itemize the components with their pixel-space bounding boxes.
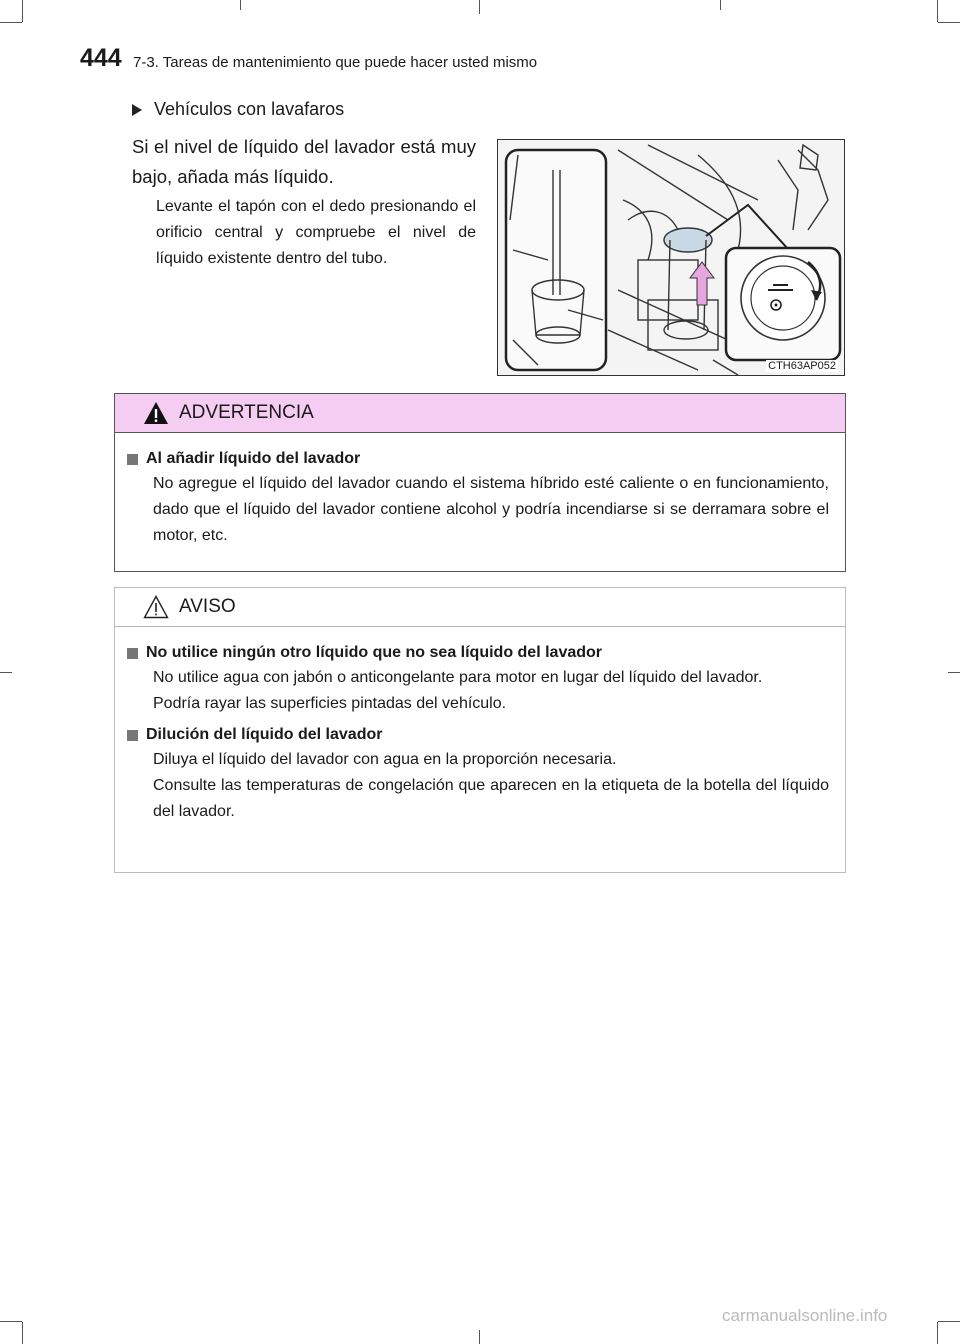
section-header: 7-3. Tareas de mantenimiento que puede hacer usted mismo (133, 54, 538, 71)
caution-body (115, 627, 845, 845)
warning-title: ADVERTENCIA (179, 402, 314, 423)
caution-item-heading-text: No utilice ningún otro líquido que no sea líquido del lavador (146, 644, 603, 661)
figure-code: CTH63AP052 (768, 360, 836, 372)
crop-mark (937, 0, 938, 22)
washer-reservoir-illustration (497, 139, 845, 376)
warning-item-heading-text: Al añadir líquido del lavador (146, 450, 361, 467)
caution-title: AVISO (179, 596, 236, 617)
warning-triangle-icon (143, 401, 169, 425)
detail-paragraph: Levante el tapón con el dedo presionando el orificio central y compruebe el nivel de líquido existente dentro del tubo. (156, 198, 476, 267)
caution-item-heading-text: Dilución del líquido del lavador (146, 726, 383, 743)
intro-paragraph: Si el nivel de líquido del lavador está muy bajo, añada más líquido. (132, 136, 476, 187)
warning-item-heading (127, 447, 829, 471)
square-bullet-icon (127, 454, 138, 465)
section-title-text: Vehículos con lavafaros (154, 99, 345, 119)
engine-bay-drawing (498, 140, 844, 375)
crop-mark (0, 22, 22, 23)
crop-mark (0, 672, 12, 673)
crop-mark (937, 1322, 938, 1344)
square-bullet-icon (127, 648, 138, 659)
caution-item-text: Diluya el líquido del lavador con agua en la proporción necesaria. Consulte las temperaturas de congelación que aparecen en la etiqueta de la botella del líquido del lavador. (153, 751, 829, 820)
warning-box (114, 393, 846, 572)
caution-box (114, 587, 846, 873)
section-title (132, 99, 344, 120)
caution-item-heading (127, 723, 829, 747)
caution-triangle-icon (143, 595, 169, 619)
caution-item-text: No utilice agua con jabón o anticongelante para motor en lugar del líquido del lavador. Podría rayar las superficies pintadas del vehículo. (153, 669, 763, 712)
caution-item-heading (127, 641, 829, 665)
watermark: carmanualsonline.info (722, 1306, 888, 1325)
page-number: 444 (80, 44, 122, 72)
warning-body (115, 433, 845, 569)
crop-mark (0, 1321, 22, 1322)
crop-mark (479, 1330, 480, 1344)
caution-header (115, 588, 845, 627)
crop-mark (22, 1322, 23, 1344)
warning-item-text: No agregue el líquido del lavador cuando el sistema híbrido esté caliente o en funcionamiento, dado que el líquido del lavador contiene alcohol y podría incendiarse si se derramara sobre el motor, etc. (153, 475, 829, 544)
crop-mark (948, 672, 960, 673)
crop-mark (22, 0, 23, 22)
crop-mark (479, 0, 480, 14)
crop-mark (720, 0, 721, 10)
warning-header (115, 394, 845, 433)
crop-mark (938, 1321, 960, 1322)
crop-mark (240, 0, 241, 10)
triangle-bullet-icon (132, 104, 142, 116)
square-bullet-icon (127, 730, 138, 741)
crop-mark (938, 22, 960, 23)
